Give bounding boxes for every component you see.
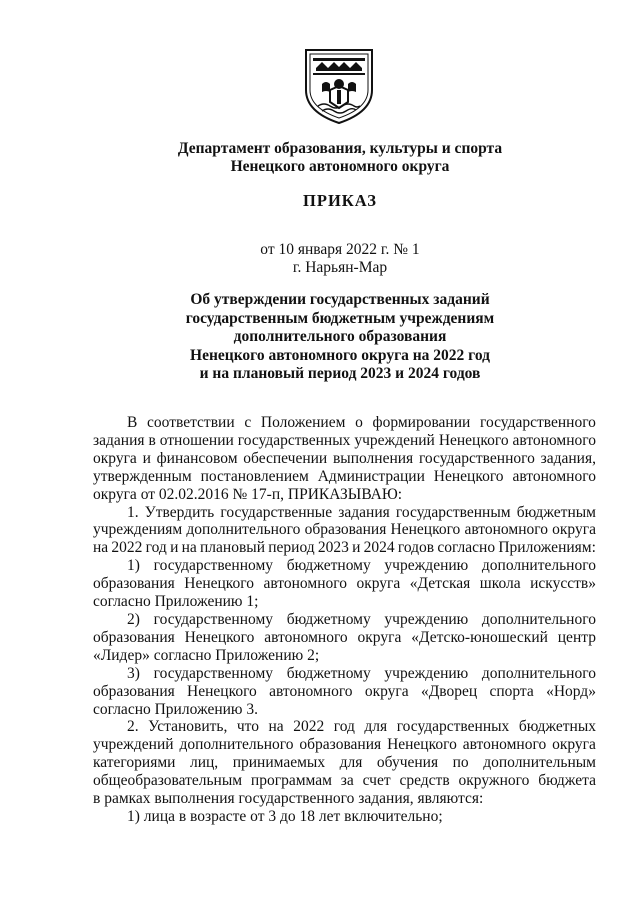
text-line: утвержденным постановлением Администрации Ненецкого автономного bbox=[93, 467, 596, 485]
text-line: задания в отношении государственных учреждений Ненецкого автономного bbox=[93, 431, 596, 449]
text-line: образования Ненецкого автономного округа «Детско-юношеский центр bbox=[93, 628, 596, 646]
paragraph-preamble bbox=[93, 414, 596, 504]
text-line: 1. Утвердить государственные задания государственным бюджетным bbox=[127, 503, 596, 521]
subject-line: и на плановый период 2023 и 2024 годов bbox=[199, 365, 481, 382]
text-line: «Лидер» согласно Приложению 2; bbox=[93, 646, 320, 664]
text-line: согласно Приложению 3. bbox=[93, 700, 259, 718]
text-line: 2. Установить, что на 2022 год для государственных бюджетных bbox=[127, 718, 596, 736]
paragraph-item-2 bbox=[93, 718, 596, 808]
text-line: согласно Приложению 1; bbox=[93, 593, 259, 611]
text-line: на 2022 год и на плановый период 2023 и 2024 годов согласно Приложениям: bbox=[93, 539, 596, 557]
text-line: округа и финансовом обеспечении выполнения государственного задания, bbox=[93, 449, 596, 467]
document-body bbox=[93, 414, 596, 826]
subject-line: государственным бюджетным учреждениям bbox=[185, 309, 495, 327]
department-line-2: Ненецкого автономного округа bbox=[230, 158, 450, 175]
coat-of-arms-icon bbox=[302, 46, 376, 126]
paragraph-subitem-3 bbox=[93, 665, 596, 719]
subject-line: Об утверждении государственных заданий bbox=[190, 291, 490, 308]
paragraph-item-1 bbox=[93, 504, 596, 558]
text-line: в рамках выполнения государственного задания, являются: bbox=[93, 790, 484, 808]
text-line: общеобразовательным программам за счет средств окружного бюджета bbox=[93, 772, 596, 790]
subject-line: дополнительного образования bbox=[233, 328, 447, 345]
department-name bbox=[60, 140, 620, 176]
order-place: г. Нарьян-Мар bbox=[292, 259, 388, 276]
text-line: 2) государственному бюджетному учреждению дополнительного bbox=[127, 610, 596, 628]
date-place-block bbox=[60, 241, 620, 277]
text-line: учреждениям дополнительного образования Ненецкого автономного округа bbox=[93, 521, 596, 539]
text-line: 1) лица в возрасте от 3 до 18 лет включительно; bbox=[127, 807, 443, 825]
text-line: В соответствии с Положением о формировании государственного bbox=[127, 414, 596, 431]
subject-line: Ненецкого автономного округа на 2022 год bbox=[190, 346, 490, 364]
order-date-number: от 10 января 2022 г. № 1 bbox=[260, 241, 420, 258]
text-line: категориями лиц, принимаемых для обучения по дополнительным bbox=[93, 754, 596, 772]
text-line: 1) государственному бюджетному учреждению дополнительного bbox=[127, 557, 596, 575]
document-type-title: ПРИКАЗ bbox=[303, 191, 377, 210]
text-line: учреждений дополнительного образования Ненецкого автономного округа bbox=[93, 736, 596, 754]
text-line: образования Ненецкого автономного округа «Детская школа искусств» bbox=[93, 575, 596, 593]
text-line: образования Ненецкого автономного округа «Дворец спорта «Норд» bbox=[93, 682, 596, 700]
text-line: округа от 02.02.2016 № 17-п, ПРИКАЗЫВАЮ: bbox=[93, 485, 403, 503]
text-line: 3) государственному бюджетному учреждению дополнительного bbox=[127, 664, 596, 682]
order-subject bbox=[60, 291, 620, 384]
paragraph-subitem-1 bbox=[93, 557, 596, 611]
paragraph-subitem-2 bbox=[93, 611, 596, 665]
department-line-1: Департамент образования, культуры и спорта bbox=[177, 140, 503, 157]
paragraph-subitem-2-1 bbox=[93, 808, 596, 826]
